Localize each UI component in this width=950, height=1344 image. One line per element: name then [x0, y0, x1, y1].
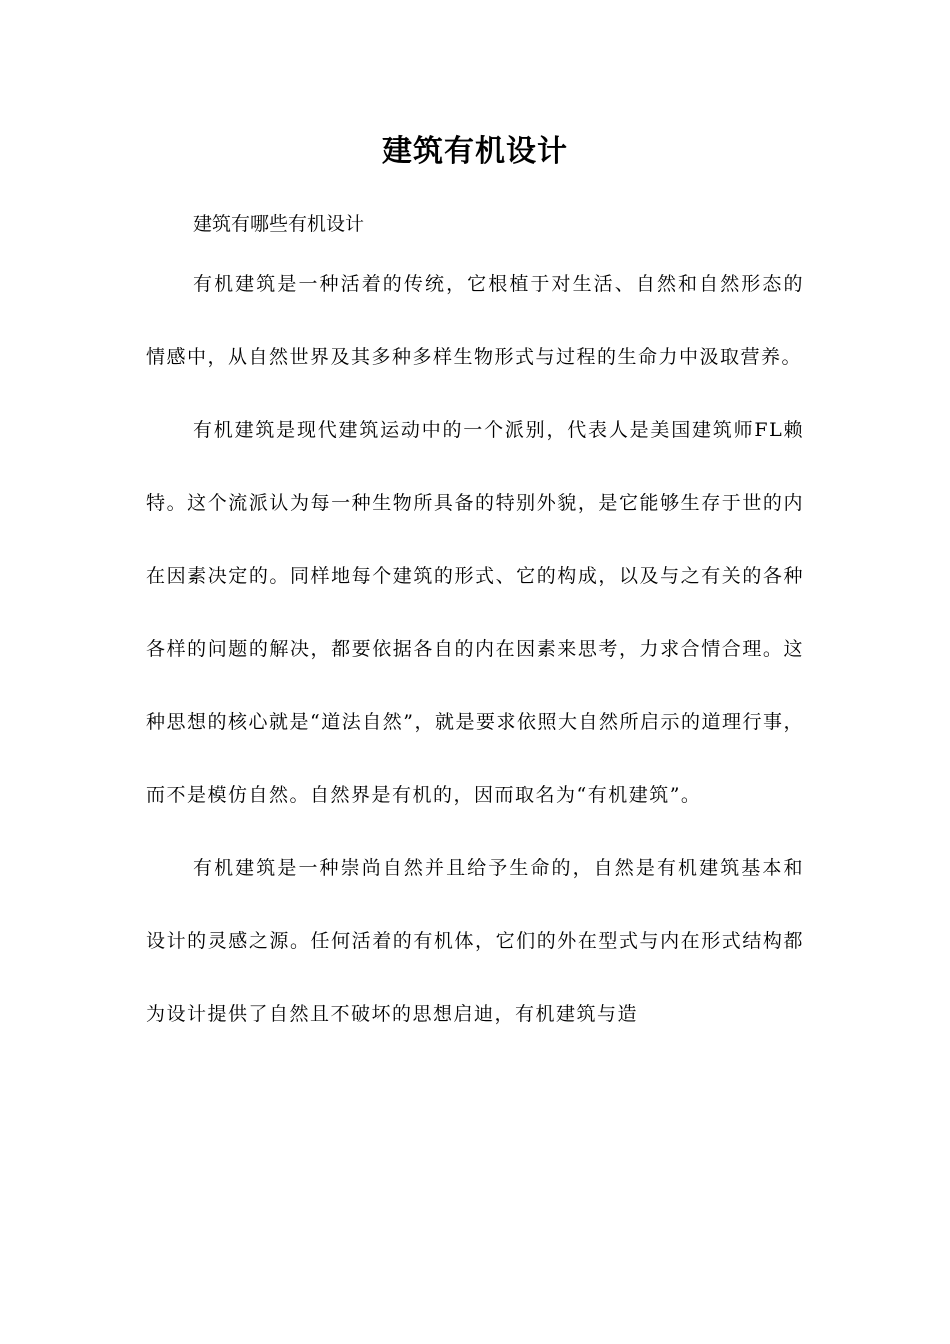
paragraph-3: 有机建筑是一种崇尚自然并且给予生命的，自然是有机建筑基本和设计的灵感之源。任何活着的有机体，它们的外在型式与内在形式结构都为设计提供了自然且不破坏的思想启迪，有机建筑与造	[146, 857, 804, 1025]
document-subtitle: 建筑有哪些有机设计	[193, 213, 365, 235]
paragraph-1: 有机建筑是一种活着的传统，它根植于对生活、自然和自然形态的情感中，从自然世界及其多种多样生物形式与过程的生命力中汲取营养。	[146, 273, 804, 368]
document-page	[146, 0, 804, 1051]
document-title: 建筑有机设计	[382, 134, 568, 169]
paragraph-2: 有机建筑是现代建筑运动中的一个派别，代表人是美国建筑师FL赖特。这个流派认为每一种生物所具备的特别外貌，是它能够生存于世的内在因素决定的。同样地每个建筑的形式、它的构成，以及与之有关的各种各样的问题的解决，都要依据各自的内在因素来思考，力求合情合理。这种思想的核心就是“道法自然”，就是要求依照大自然所启示的道理行事，而不是模仿自然。自然界是有机的，因而取名为“有机建筑”。	[146, 419, 804, 806]
